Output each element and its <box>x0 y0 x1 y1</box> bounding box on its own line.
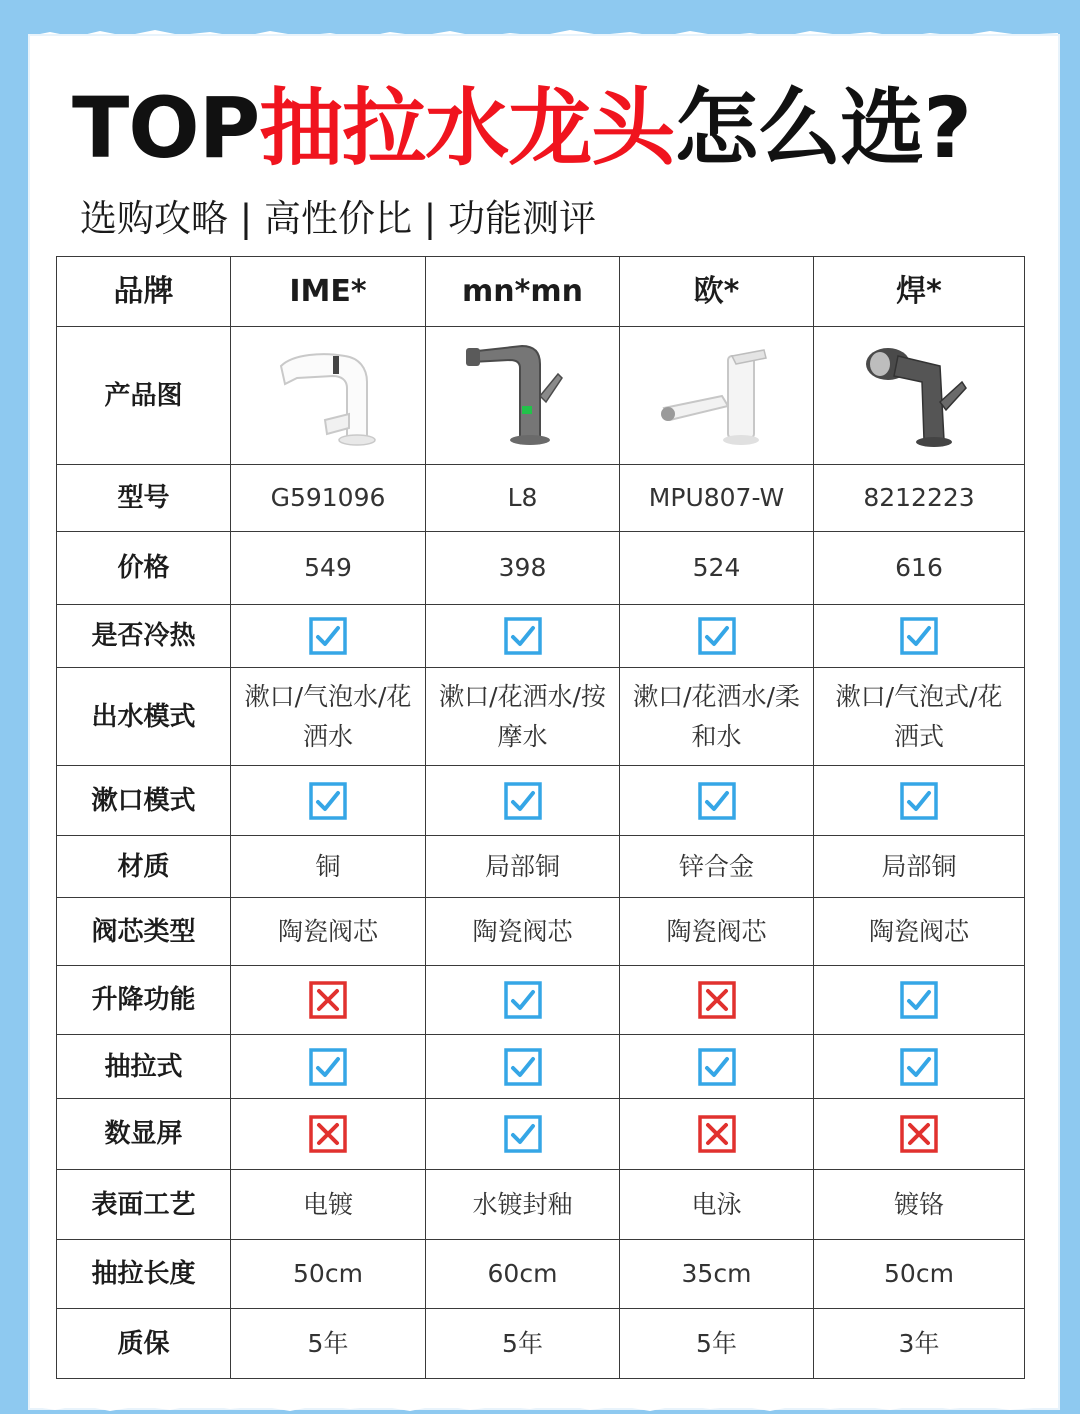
value-cell: 锌合金 <box>620 836 814 898</box>
table-row <box>57 1099 1025 1170</box>
faucet-icon <box>652 336 782 456</box>
check-cell <box>814 1099 1025 1170</box>
table-row <box>57 966 1025 1035</box>
table-row <box>57 898 1025 966</box>
brand-name: 欧* <box>620 257 814 327</box>
value-cell: 35cm <box>620 1240 814 1309</box>
value-cell: 漱口/花洒水/柔和水 <box>620 668 814 766</box>
row-header: 漱口模式 <box>57 766 231 836</box>
table-row <box>57 1309 1025 1379</box>
table-row <box>57 1240 1025 1309</box>
checkbox-checked-icon <box>503 781 543 821</box>
check-cell <box>231 966 426 1035</box>
product-image-cell <box>620 327 814 465</box>
row-header: 表面工艺 <box>57 1170 231 1240</box>
value-cell: 5年 <box>620 1309 814 1379</box>
table-row <box>57 605 1025 668</box>
value-cell: 电泳 <box>620 1170 814 1240</box>
check-cell <box>814 605 1025 668</box>
table-row <box>57 836 1025 898</box>
torn-edge-bottom <box>30 1400 1058 1414</box>
checkbox-checked-icon <box>899 1047 939 1087</box>
row-header: 升降功能 <box>57 966 231 1035</box>
faucet-icon <box>854 336 984 456</box>
check-cell <box>620 1035 814 1099</box>
check-cell <box>620 1099 814 1170</box>
checkbox-checked-icon <box>697 781 737 821</box>
checkbox-crossed-icon <box>697 1114 737 1154</box>
product-image-cell <box>231 327 426 465</box>
faucet-icon <box>458 336 588 456</box>
title-question: 怎么选? <box>674 79 972 177</box>
row-header: 品牌 <box>57 257 231 327</box>
check-cell <box>231 1035 426 1099</box>
table-row <box>57 1035 1025 1099</box>
check-cell <box>426 1035 620 1099</box>
value-cell: 陶瓷阀芯 <box>231 898 426 966</box>
row-header: 质保 <box>57 1309 231 1379</box>
product-image-cell <box>426 327 620 465</box>
table-row <box>57 766 1025 836</box>
checkbox-checked-icon <box>697 1047 737 1087</box>
brand-name: 焊* <box>814 257 1025 327</box>
value-cell: MPU807-W <box>620 465 814 532</box>
check-cell <box>231 766 426 836</box>
value-cell: 50cm <box>814 1240 1025 1309</box>
checkbox-checked-icon <box>697 616 737 656</box>
title-top: TOP <box>72 79 260 177</box>
table-row <box>57 1170 1025 1240</box>
check-cell <box>814 766 1025 836</box>
check-cell <box>426 966 620 1035</box>
checkbox-checked-icon <box>503 616 543 656</box>
faucet-icon <box>263 336 393 456</box>
checkbox-crossed-icon <box>899 1114 939 1154</box>
value-cell: 陶瓷阀芯 <box>426 898 620 966</box>
value-cell: 5年 <box>426 1309 620 1379</box>
checkbox-checked-icon <box>308 781 348 821</box>
value-cell: 60cm <box>426 1240 620 1309</box>
checkbox-checked-icon <box>503 1114 543 1154</box>
checkbox-checked-icon <box>899 781 939 821</box>
value-cell: 铜 <box>231 836 426 898</box>
value-cell: 616 <box>814 532 1025 605</box>
row-header: 出水模式 <box>57 668 231 766</box>
row-header: 抽拉长度 <box>57 1240 231 1309</box>
value-cell: 3年 <box>814 1309 1025 1379</box>
check-cell <box>426 766 620 836</box>
value-cell: 电镀 <box>231 1170 426 1240</box>
product-image-cell <box>814 327 1025 465</box>
checkbox-checked-icon <box>899 980 939 1020</box>
checkbox-checked-icon <box>503 1047 543 1087</box>
check-cell <box>426 1099 620 1170</box>
value-cell: 50cm <box>231 1240 426 1309</box>
value-cell: 漱口/气泡水/花洒水 <box>231 668 426 766</box>
value-cell: 局部铜 <box>426 836 620 898</box>
row-header: 是否冷热 <box>57 605 231 668</box>
table-header-row <box>57 257 1025 327</box>
row-header: 型号 <box>57 465 231 532</box>
value-cell: 398 <box>426 532 620 605</box>
value-cell: 8212223 <box>814 465 1025 532</box>
check-cell <box>620 766 814 836</box>
value-cell: 5年 <box>231 1309 426 1379</box>
value-cell: 水镀封釉 <box>426 1170 620 1240</box>
check-cell <box>620 605 814 668</box>
table-row <box>57 668 1025 766</box>
check-cell <box>231 605 426 668</box>
row-header: 产品图 <box>57 327 231 465</box>
value-cell: 漱口/气泡式/花洒式 <box>814 668 1025 766</box>
value-cell: 局部铜 <box>814 836 1025 898</box>
checkbox-crossed-icon <box>308 1114 348 1154</box>
row-header: 阀芯类型 <box>57 898 231 966</box>
checkbox-checked-icon <box>308 616 348 656</box>
value-cell: 524 <box>620 532 814 605</box>
value-cell: 549 <box>231 532 426 605</box>
check-cell <box>620 966 814 1035</box>
row-header: 抽拉式 <box>57 1035 231 1099</box>
comparison-table <box>56 256 1025 1379</box>
checkbox-crossed-icon <box>697 980 737 1020</box>
row-header: 价格 <box>57 532 231 605</box>
brand-name: mn*mn <box>426 257 620 327</box>
check-cell <box>814 966 1025 1035</box>
title-product: 抽拉水龙头 <box>259 79 675 177</box>
value-cell: L8 <box>426 465 620 532</box>
table-row <box>57 465 1025 532</box>
check-cell <box>426 605 620 668</box>
checkbox-checked-icon <box>503 980 543 1020</box>
check-cell <box>814 1035 1025 1099</box>
page-subtitle: 选购攻略 | 高性价比 | 功能测评 <box>80 197 596 240</box>
checkbox-checked-icon <box>308 1047 348 1087</box>
row-header: 数显屏 <box>57 1099 231 1170</box>
value-cell: 漱口/花洒水/按摩水 <box>426 668 620 766</box>
check-cell <box>231 1099 426 1170</box>
checkbox-crossed-icon <box>308 980 348 1020</box>
checkbox-checked-icon <box>899 616 939 656</box>
value-cell: 镀铬 <box>814 1170 1025 1240</box>
table-row <box>57 532 1025 605</box>
value-cell: 陶瓷阀芯 <box>814 898 1025 966</box>
table-row <box>57 327 1025 465</box>
brand-name: IME* <box>231 257 426 327</box>
value-cell: 陶瓷阀芯 <box>620 898 814 966</box>
row-header: 材质 <box>57 836 231 898</box>
page-title <box>72 78 971 178</box>
value-cell: G591096 <box>231 465 426 532</box>
